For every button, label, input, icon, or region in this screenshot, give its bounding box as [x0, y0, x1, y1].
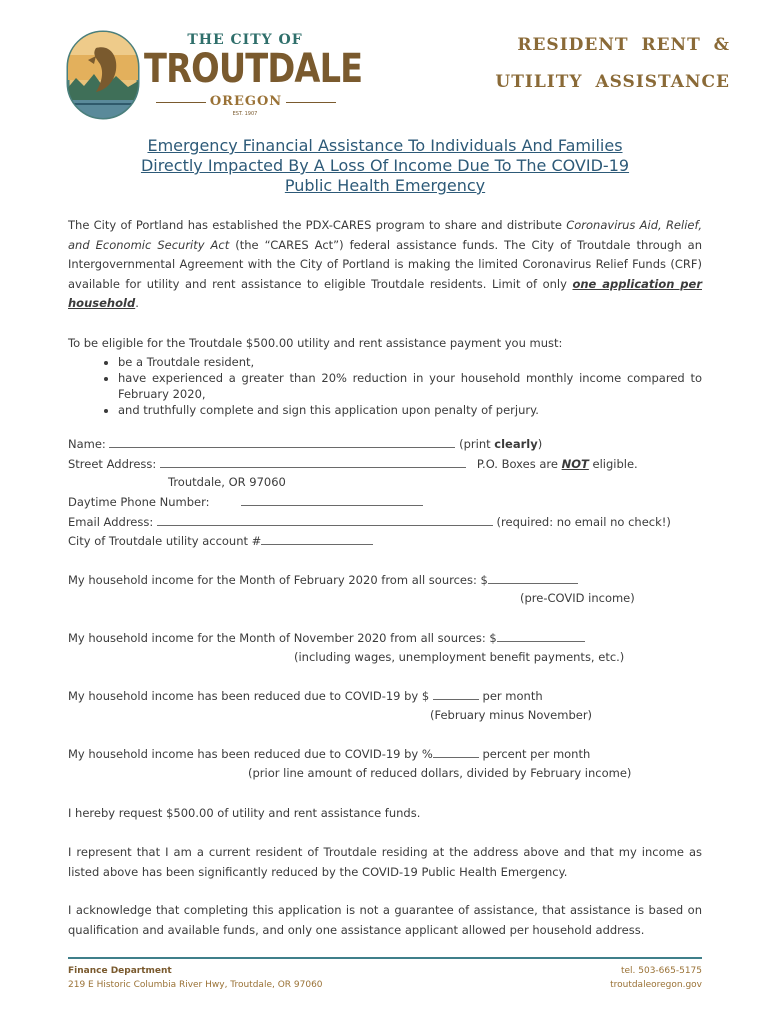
- eligibility-item: • and truthfully complete and sign this application upon penalty of perjury.: [118, 402, 702, 418]
- city-logo-emblem: [66, 30, 140, 120]
- footer-website: troutdaleoregon.gov: [610, 980, 702, 990]
- phone-label: Daytime Phone Number:: [68, 495, 210, 509]
- heading-line-1: Emergency Financial Assistance To Individuals And Families: [147, 136, 623, 155]
- eligibility-item: • be a Troutdale resident,: [118, 354, 702, 370]
- page-heading: [68, 136, 702, 196]
- name-row: [68, 436, 542, 451]
- request-statement: I hereby request $500.00 of utility and rent assistance funds.: [68, 806, 421, 820]
- limit-emphasis: one application per household: [68, 276, 702, 310]
- reduced-dollar-label: My household income has been reduced due to COVID-19 by $: [68, 689, 433, 703]
- nov-income-label: My household income for the Month of November 2020 from all sources: $: [68, 631, 497, 645]
- intro-paragraph: [68, 216, 702, 314]
- intro-text-1: The City of Portland has established the PDX-CARES program to share and distribute: [68, 218, 567, 232]
- po-box-note-c: eligible.: [588, 457, 638, 471]
- reduced-percent-label: My household income has been reduced due to COVID-19 by %: [68, 747, 433, 761]
- reduced-dollar-field[interactable]: [433, 688, 479, 700]
- po-box-not: NOT: [561, 457, 589, 471]
- account-row: [68, 533, 373, 548]
- email-label: Email Address:: [68, 515, 154, 529]
- intro-text-3: (the “CARES Act”) federal assistance funds. The City of Troutdale through an Intergovernmental Agreement with the City of Portland is making the limited Coronavirus Relief Funds (CRF) available for utility and rent assistance to eligible Troutdale residents. Limit of only: [68, 237, 702, 291]
- reduced-percent-row: [68, 746, 590, 761]
- footer-address: 219 E Historic Columbia River Hwy, Troutdale, OR 97060: [68, 980, 323, 990]
- nov-income-row: [68, 630, 585, 645]
- name-suffix-c: ): [537, 437, 543, 451]
- email-row: [68, 514, 671, 529]
- street-row: [68, 456, 638, 471]
- email-field[interactable]: [157, 514, 493, 526]
- logo-city-of-text: THE CITY OF: [187, 32, 303, 48]
- reduced-percent-field[interactable]: [433, 746, 479, 758]
- logo-rule-right: [286, 102, 336, 103]
- phone-field[interactable]: [241, 494, 423, 506]
- street-label: Street Address:: [68, 457, 157, 471]
- account-label: City of Troutdale utility account #: [68, 534, 262, 548]
- po-box-note-a: P.O. Boxes are: [476, 457, 562, 471]
- name-label: Name:: [68, 437, 106, 451]
- feb-income-row: [68, 572, 578, 587]
- eligibility-item: • have experienced a greater than 20% reduction in your household monthly income compared to February 2020,: [118, 370, 702, 402]
- heading-line-2: Directly Impacted By A Loss Of Income Due To The COVID-19: [140, 156, 630, 175]
- cares-act-name: Coronavirus Aid, Relief, and Economic Security Act: [68, 218, 702, 252]
- name-suffix-clearly: clearly: [494, 437, 538, 451]
- utility-account-field[interactable]: [261, 533, 373, 545]
- logo-established: EST. 1907: [232, 111, 258, 117]
- footer-department: Finance Department: [68, 966, 172, 976]
- feb-income-label: My household income for the Month of February 2020 from all sources: $: [68, 573, 488, 587]
- logo-city-name: TROUTDALE: [144, 46, 363, 92]
- intro-text-5: .: [135, 296, 139, 310]
- name-suffix-a: (print: [455, 437, 495, 451]
- nov-income-note: (including wages, unemployment benefit payments, etc.): [294, 650, 625, 664]
- eligibility-lead: To be eligible for the Troutdale $500.00 utility and rent assistance payment you must:: [68, 336, 563, 350]
- phone-row: [68, 494, 423, 509]
- logo-state-text: OREGON: [209, 94, 283, 109]
- logo-state-group: [156, 94, 336, 110]
- feb-income-field[interactable]: [488, 572, 578, 584]
- footer-divider: [68, 957, 702, 959]
- heading-line-3: Public Health Emergency: [284, 176, 486, 195]
- reduced-dollar-suffix: per month: [478, 689, 543, 703]
- street-address-field[interactable]: [160, 456, 466, 468]
- reduced-dollar-note: (February minus November): [430, 708, 593, 722]
- reduced-percent-note: (prior line amount of reduced dollars, divided by February income): [248, 766, 632, 780]
- document-title-line2: UTILITY ASSISTANCE: [495, 72, 730, 92]
- acknowledgement-statement: I acknowledge that completing this application is not a guarantee of assistance, that assistance is based on qualification and available funds, and only one assistance applicant allowed per household address.: [68, 903, 702, 937]
- reduced-dollar-row: [68, 688, 543, 703]
- reduced-percent-suffix: percent per month: [478, 747, 591, 761]
- footer-phone: tel. 503-665-5175: [620, 966, 702, 976]
- city-state-zip: Troutdale, OR 97060: [168, 475, 286, 489]
- nov-income-field[interactable]: [497, 630, 585, 642]
- feb-income-note: (pre-COVID income): [520, 591, 635, 605]
- eligibility-list: [68, 354, 702, 418]
- document-title-line1: RESIDENT RENT &: [517, 35, 730, 55]
- representation-statement: I represent that I am a current resident of Troutdale residing at the address above and that my income as listed above has been significantly reduced by the COVID-19 Public Health Emergency.: [68, 845, 702, 879]
- email-note: (required: no email no check!): [492, 515, 671, 529]
- name-field[interactable]: [109, 436, 455, 448]
- eligibility-section: [68, 334, 702, 418]
